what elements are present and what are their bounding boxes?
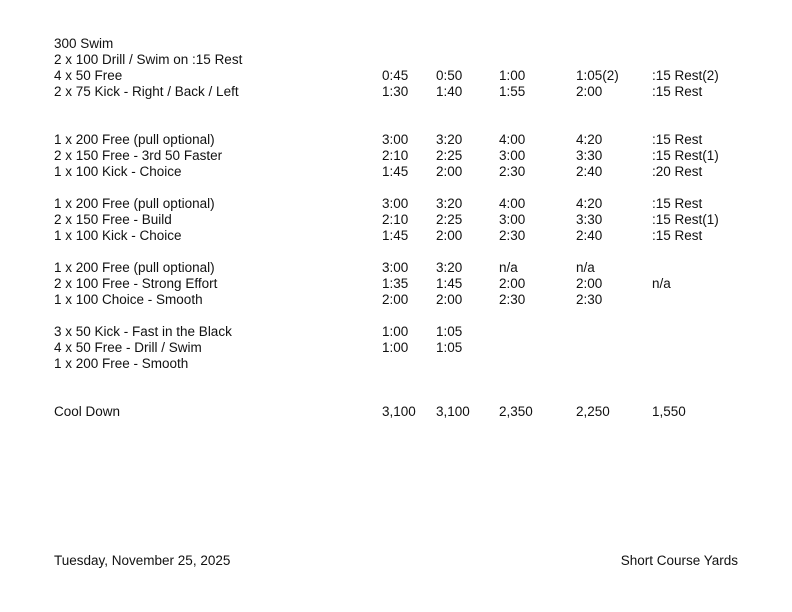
interval-level-3: 1:55	[499, 84, 526, 99]
rest-note: :20 Rest	[652, 164, 703, 179]
interval-level-4: 2,250	[576, 404, 610, 419]
interval-level-1: 3:00	[382, 132, 409, 147]
set-description: 3 x 50 Kick - Fast in the Black	[54, 324, 232, 339]
workout-row	[0, 180, 792, 196]
footer-date: Tuesday, November 25, 2025	[54, 553, 231, 568]
interval-level-3: n/a	[499, 260, 518, 275]
interval-level-1: 1:45	[382, 228, 409, 243]
set-description: 300 Swim	[54, 36, 114, 51]
interval-level-3: 1:00	[499, 68, 526, 83]
interval-level-1: 1:30	[382, 84, 409, 99]
interval-level-3: 2:30	[499, 228, 526, 243]
workout-row	[0, 340, 792, 356]
workout-row	[0, 244, 792, 260]
interval-level-2: 1:05	[436, 324, 463, 339]
rest-note: :15 Rest(2)	[652, 68, 719, 83]
interval-level-1: 0:45	[382, 68, 409, 83]
interval-level-2: 0:50	[436, 68, 463, 83]
interval-level-3: 3:00	[499, 212, 526, 227]
set-description: 2 x 100 Free - Strong Effort	[54, 276, 218, 291]
workout-row	[0, 148, 792, 164]
interval-level-1: 1:00	[382, 324, 409, 339]
interval-level-4: 3:30	[576, 212, 603, 227]
workout-row	[0, 276, 792, 292]
set-description: 2 x 150 Free - 3rd 50 Faster	[54, 148, 223, 163]
interval-level-1: 3:00	[382, 260, 409, 275]
workout-row	[0, 116, 792, 132]
interval-level-2: 3:20	[436, 132, 463, 147]
set-description: Cool Down	[54, 404, 121, 419]
interval-level-1: 3:00	[382, 196, 409, 211]
set-description: 2 x 150 Free - Build	[54, 212, 172, 227]
workout-row	[0, 100, 792, 116]
workout-row	[0, 68, 792, 84]
rest-note: :15 Rest	[652, 228, 703, 243]
set-description: 4 x 50 Free - Drill / Swim	[54, 340, 202, 355]
interval-level-2: 2:00	[436, 228, 463, 243]
interval-level-2: 2:00	[436, 292, 463, 307]
interval-level-1: 1:45	[382, 164, 409, 179]
rest-note: :15 Rest	[652, 84, 703, 99]
workout-row	[0, 132, 792, 148]
workout-row	[0, 388, 792, 404]
interval-level-2: 2:25	[436, 148, 463, 163]
interval-level-4: 2:40	[576, 164, 603, 179]
set-description: 2 x 75 Kick - Right / Back / Left	[54, 84, 239, 99]
rest-note: :15 Rest	[652, 132, 703, 147]
interval-level-2: 1:45	[436, 276, 463, 291]
workout-row	[0, 164, 792, 180]
workout-row	[0, 372, 792, 388]
workout-row	[0, 404, 792, 420]
workout-row	[0, 196, 792, 212]
interval-level-3: 2:00	[499, 276, 526, 291]
workout-row	[0, 52, 792, 68]
interval-level-4: 2:00	[576, 84, 603, 99]
footer-course-type: Short Course Yards	[620, 553, 738, 568]
interval-level-2: 3,100	[436, 404, 470, 419]
rest-note: :15 Rest	[652, 196, 703, 211]
interval-level-3: 2:30	[499, 292, 526, 307]
interval-level-4: 2:30	[576, 292, 603, 307]
interval-level-3: 2,350	[499, 404, 533, 419]
interval-level-4: 4:20	[576, 132, 603, 147]
set-description: 1 x 200 Free - Smooth	[54, 356, 189, 371]
set-description: 4 x 50 Free	[54, 68, 123, 83]
interval-level-4: 1:05(2)	[576, 68, 619, 83]
workout-row	[0, 260, 792, 276]
interval-level-2: 3:20	[436, 196, 463, 211]
interval-level-2: 1:40	[436, 84, 463, 99]
interval-level-1: 2:10	[382, 212, 409, 227]
interval-level-2: 2:25	[436, 212, 463, 227]
interval-level-2: 3:20	[436, 260, 463, 275]
interval-level-2: 2:00	[436, 164, 463, 179]
rest-note: :15 Rest(1)	[652, 212, 719, 227]
interval-level-2: 1:05	[436, 340, 463, 355]
set-description: 1 x 100 Kick - Choice	[54, 228, 182, 243]
interval-level-3: 4:00	[499, 196, 526, 211]
set-description: 1 x 100 Choice - Smooth	[54, 292, 203, 307]
workout-row	[0, 308, 792, 324]
interval-level-4: 4:20	[576, 196, 603, 211]
interval-level-1: 1:35	[382, 276, 409, 291]
rest-note: 1,550	[652, 404, 686, 419]
set-description: 1 x 200 Free (pull optional)	[54, 196, 215, 211]
interval-level-4: 3:30	[576, 148, 603, 163]
interval-level-1: 3,100	[382, 404, 416, 419]
rest-note: :15 Rest(1)	[652, 148, 719, 163]
workout-row	[0, 84, 792, 100]
interval-level-1: 1:00	[382, 340, 409, 355]
workout-row	[0, 212, 792, 228]
interval-level-1: 2:00	[382, 292, 409, 307]
rest-note: n/a	[652, 276, 671, 291]
workout-row	[0, 356, 792, 372]
set-description: 1 x 200 Free (pull optional)	[54, 260, 215, 275]
set-description: 1 x 200 Free (pull optional)	[54, 132, 215, 147]
set-description: 2 x 100 Drill / Swim on :15 Rest	[54, 52, 243, 67]
interval-level-3: 2:30	[499, 164, 526, 179]
interval-level-4: 2:40	[576, 228, 603, 243]
interval-level-1: 2:10	[382, 148, 409, 163]
interval-level-3: 3:00	[499, 148, 526, 163]
interval-level-4: n/a	[576, 260, 595, 275]
interval-level-3: 4:00	[499, 132, 526, 147]
set-description: 1 x 100 Kick - Choice	[54, 164, 182, 179]
workout-row	[0, 324, 792, 340]
interval-level-4: 2:00	[576, 276, 603, 291]
workout-row	[0, 228, 792, 244]
workout-row	[0, 36, 792, 52]
workout-row	[0, 292, 792, 308]
